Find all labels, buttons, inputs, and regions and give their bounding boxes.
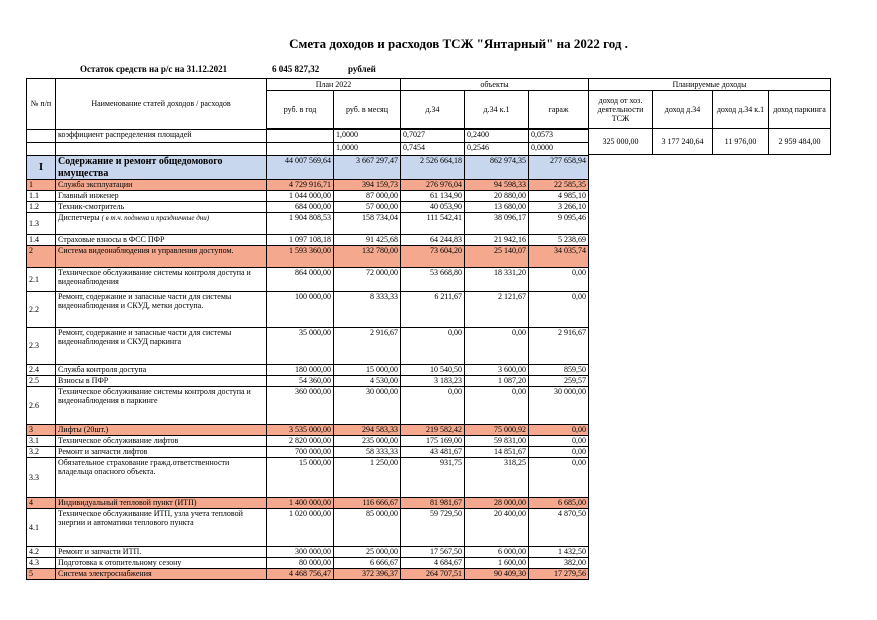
row-value: 30 000,00 <box>529 387 589 425</box>
row-value: 20 880,00 <box>465 191 529 202</box>
row-value: 0,00 <box>465 387 529 425</box>
row-name: Лифты (20шт.) <box>56 425 267 436</box>
section-row <box>27 246 589 268</box>
section-row <box>27 156 589 180</box>
row-note: ( в т.ч. подмена и праздничные дни) <box>101 214 210 222</box>
income-table <box>588 78 831 155</box>
row-number: 1.4 <box>27 235 56 246</box>
income-col-header: доход паркинга <box>769 91 831 129</box>
row-number: 5 <box>27 569 56 580</box>
row-name: Техническое обслуживание лифтов <box>56 436 267 447</box>
row-value: 85 000,00 <box>334 509 401 547</box>
balance-label: Остаток средств на р/с на 31.12.2021 <box>80 64 228 74</box>
row-value: 25 140,07 <box>465 246 529 268</box>
row-value: 0,00 <box>529 436 589 447</box>
row-value: 1 044 000,00 <box>267 191 334 202</box>
row-number: 2.6 <box>27 387 56 425</box>
row-number: I <box>27 156 56 180</box>
row-value: 1 087,20 <box>465 376 529 387</box>
row-value: 318,25 <box>465 458 529 498</box>
row-value: 0,00 <box>401 387 465 425</box>
row-value: 17 567,50 <box>401 547 465 558</box>
coef-cell: 0,0000 <box>529 143 589 156</box>
row-value: 72 000,00 <box>334 268 401 292</box>
income-title: Планируемые доходы <box>589 79 831 91</box>
row-value: 300 000,00 <box>267 547 334 558</box>
income-value: 3 177 240,64 <box>653 129 713 155</box>
row-value: 6 666,67 <box>334 558 401 569</box>
section-row <box>27 569 589 580</box>
header-per-year: руб. в год <box>267 91 334 129</box>
header-plan: План 2022 <box>267 79 401 91</box>
row-value: 3 266,10 <box>529 202 589 213</box>
row-value: 43 481,67 <box>401 447 465 458</box>
row-value: 372 396,37 <box>334 569 401 580</box>
header-obj-2: д.34 к.1 <box>465 91 529 129</box>
row-value: 2 121,67 <box>465 292 529 328</box>
row-value: 0,00 <box>529 425 589 436</box>
row-value: 6 211,67 <box>401 292 465 328</box>
row-value: 4 684,67 <box>401 558 465 569</box>
balance-unit: рублей <box>348 64 376 74</box>
row-name: Система электроснабжения <box>56 569 267 580</box>
row-value: 80 000,00 <box>267 558 334 569</box>
row-value: 8 333,33 <box>334 292 401 328</box>
page-title: Смета доходов и расходов ТСЖ "Янтарный" на 2022 год . <box>289 36 628 51</box>
row-value: 5 238,69 <box>529 235 589 246</box>
row-number: 2.2 <box>27 292 56 328</box>
table-row <box>27 387 589 425</box>
row-name: Индивидуальный тепловой пункт (ИТП) <box>56 498 267 509</box>
budget-table <box>26 78 589 580</box>
row-value: 859,50 <box>529 365 589 376</box>
coef-cell: 0,2400 <box>465 130 529 143</box>
header-name: Наименование статей доходов / расходов <box>56 79 267 130</box>
row-value: 9 095,46 <box>529 213 589 235</box>
row-value: 0,00 <box>529 447 589 458</box>
section-row <box>27 498 589 509</box>
row-value: 0,00 <box>401 328 465 365</box>
row-value: 360 000,00 <box>267 387 334 425</box>
row-value: 2 820 000,00 <box>267 436 334 447</box>
row-name: Служба эксплуатации <box>56 180 267 191</box>
row-value: 294 583,33 <box>334 425 401 436</box>
balance-value: 6 045 827,32 <box>272 64 320 74</box>
row-value: 53 668,80 <box>401 268 465 292</box>
row-value: 25 000,00 <box>334 547 401 558</box>
row-name: Техническое обслуживание системы контроля доступа и видеонаблюдения <box>56 268 267 292</box>
row-value: 0,00 <box>529 458 589 498</box>
table-row <box>27 292 589 328</box>
row-value: 20 400,00 <box>465 509 529 547</box>
table-row <box>27 547 589 558</box>
row-value: 91 425,68 <box>334 235 401 246</box>
row-value: 235 000,00 <box>334 436 401 447</box>
row-value: 264 707,51 <box>401 569 465 580</box>
row-value: 22 585,35 <box>529 180 589 191</box>
row-value: 58 333,33 <box>334 447 401 458</box>
row-name: Взносы в ПФР <box>56 376 267 387</box>
row-number: 4.3 <box>27 558 56 569</box>
row-name: Служба контроля доступа <box>56 365 267 376</box>
row-value: 1 020 000,00 <box>267 509 334 547</box>
row-value: 21 942,16 <box>465 235 529 246</box>
row-value: 1 904 808,53 <box>267 213 334 235</box>
row-number: 2.3 <box>27 328 56 365</box>
row-name: Техник-смотритель <box>56 202 267 213</box>
row-name: Ремонт, содержание и запасные части для системы видеонаблюдения и СКУД, метки доступа. <box>56 292 267 328</box>
row-value: 2 526 664,18 <box>401 156 465 180</box>
header-obj-3: гараж <box>529 91 589 129</box>
coef-cell: 0,7454 <box>401 143 465 156</box>
row-value: 94 598,33 <box>465 180 529 191</box>
row-value: 2 916,67 <box>529 328 589 365</box>
coef-cell: 1,0000 <box>334 130 401 143</box>
row-value: 64 244,83 <box>401 235 465 246</box>
row-value: 276 976,04 <box>401 180 465 191</box>
row-value: 684 000,00 <box>267 202 334 213</box>
income-col-header: доход от хоз. деятельности ТСЖ <box>589 91 653 129</box>
income-col-header: доход д.34 к.1 <box>713 91 769 129</box>
row-value: 158 734,04 <box>334 213 401 235</box>
row-value: 382,00 <box>529 558 589 569</box>
row-number: 3.3 <box>27 458 56 498</box>
row-number: 4 <box>27 498 56 509</box>
row-number: 3.1 <box>27 436 56 447</box>
row-value: 4 870,50 <box>529 509 589 547</box>
row-value: 4 729 916,71 <box>267 180 334 191</box>
row-value: 259,57 <box>529 376 589 387</box>
row-value: 30 000,00 <box>334 387 401 425</box>
table-row <box>27 235 589 246</box>
row-value: 81 981,67 <box>401 498 465 509</box>
table-row <box>27 191 589 202</box>
table-row <box>27 268 589 292</box>
row-name <box>56 213 267 235</box>
row-value: 59 729,50 <box>401 509 465 547</box>
row-value: 73 604,20 <box>401 246 465 268</box>
row-number: 2.1 <box>27 268 56 292</box>
table-row <box>27 365 589 376</box>
section-row <box>27 425 589 436</box>
row-number: 1.1 <box>27 191 56 202</box>
row-name: Подготовка к отопительному сезону <box>56 558 267 569</box>
row-number: 2 <box>27 246 56 268</box>
income-value: 11 976,00 <box>713 129 769 155</box>
row-value: 1 432,50 <box>529 547 589 558</box>
row-name: Страховые взносы в ФСС ПФР <box>56 235 267 246</box>
income-col-header: доход д.34 <box>653 91 713 129</box>
row-number: 3.2 <box>27 447 56 458</box>
row-number: 1 <box>27 180 56 191</box>
table-row <box>27 202 589 213</box>
table-row <box>27 328 589 365</box>
income-value: 2 959 484,00 <box>769 129 831 155</box>
row-name: Главный инженер <box>56 191 267 202</box>
row-name: Ремонт и запчасти лифтов <box>56 447 267 458</box>
row-name: Содержание и ремонт общедомового имущества <box>56 156 267 180</box>
coef-label: коэффициент распределения площадей <box>56 130 267 143</box>
row-number: 2.4 <box>27 365 56 376</box>
row-value: 28 000,00 <box>465 498 529 509</box>
row-number: 2.5 <box>27 376 56 387</box>
income-value: 325 000,00 <box>589 129 653 155</box>
row-value: 1 097 108,18 <box>267 235 334 246</box>
row-value: 1 600,00 <box>465 558 529 569</box>
row-value: 931,75 <box>401 458 465 498</box>
table-row <box>27 213 589 235</box>
row-value: 3 183,23 <box>401 376 465 387</box>
row-value: 18 331,20 <box>465 268 529 292</box>
row-value: 1 593 360,00 <box>267 246 334 268</box>
row-value: 1 250,00 <box>334 458 401 498</box>
row-value: 13 680,00 <box>465 202 529 213</box>
row-name: Ремонт и запчасти ИТП. <box>56 547 267 558</box>
row-value: 864 000,00 <box>267 268 334 292</box>
header-objects: объекты <box>401 79 589 91</box>
row-value: 1 400 000,00 <box>267 498 334 509</box>
row-value: 100 000,00 <box>267 292 334 328</box>
coef-cell: 0,7027 <box>401 130 465 143</box>
row-value: 2 916,67 <box>334 328 401 365</box>
row-value: 17 279,56 <box>529 569 589 580</box>
row-value: 54 360,00 <box>267 376 334 387</box>
row-value: 180 000,00 <box>267 365 334 376</box>
row-number: 4.1 <box>27 509 56 547</box>
row-value: 111 542,41 <box>401 213 465 235</box>
row-value: 35 000,00 <box>267 328 334 365</box>
row-name: Техническое обслуживание системы контроля доступа и видеонаблюдения в паркинге <box>56 387 267 425</box>
row-value: 90 409,30 <box>465 569 529 580</box>
row-value: 38 096,17 <box>465 213 529 235</box>
row-value: 4 530,00 <box>334 376 401 387</box>
header-obj-1: д.34 <box>401 91 465 129</box>
row-value: 0,00 <box>529 268 589 292</box>
row-value: 219 582,42 <box>401 425 465 436</box>
row-value: 6 685,00 <box>529 498 589 509</box>
row-value: 61 134,90 <box>401 191 465 202</box>
row-name: Ремонт, содержание и запасные части для системы видеонаблюдения и СКУД паркинга <box>56 328 267 365</box>
row-value: 3 600,00 <box>465 365 529 376</box>
table-row <box>27 458 589 498</box>
table-row <box>27 436 589 447</box>
row-value: 57 000,00 <box>334 202 401 213</box>
row-name: Обязательное страхование гражд.ответственности владельца опасного объекта. <box>56 458 267 498</box>
row-value: 4 985,10 <box>529 191 589 202</box>
coef-cell: 0,2546 <box>465 143 529 156</box>
row-value: 34 035,74 <box>529 246 589 268</box>
row-name-text: Диспетчеры <box>58 213 100 222</box>
row-name: Техническое обслуживание ИТП, узла учета тепловой энергии и автоматики теплового пункта <box>56 509 267 547</box>
row-value: 132 780,00 <box>334 246 401 268</box>
row-value: 14 851,67 <box>465 447 529 458</box>
table-row <box>27 447 589 458</box>
coef-cell: 1,0000 <box>334 143 401 156</box>
row-value: 116 666,67 <box>334 498 401 509</box>
row-value: 0,00 <box>465 328 529 365</box>
row-value: 3 667 297,47 <box>334 156 401 180</box>
table-row <box>27 509 589 547</box>
coef-cell: 0,0573 <box>529 130 589 143</box>
row-value: 175 169,00 <box>401 436 465 447</box>
row-number: 1.2 <box>27 202 56 213</box>
row-value: 15 000,00 <box>334 365 401 376</box>
row-value: 277 658,94 <box>529 156 589 180</box>
row-value: 6 000,00 <box>465 547 529 558</box>
row-number: 1.3 <box>27 213 56 235</box>
row-value: 0,00 <box>529 292 589 328</box>
row-value: 75 000,92 <box>465 425 529 436</box>
row-number: 3 <box>27 425 56 436</box>
row-value: 862 974,35 <box>465 156 529 180</box>
header-num: № п/п <box>27 79 56 130</box>
row-value: 44 007 569,64 <box>267 156 334 180</box>
row-value: 700 000,00 <box>267 447 334 458</box>
row-value: 3 535 000,00 <box>267 425 334 436</box>
row-name: Система видеонаблюдения и управления доступом. <box>56 246 267 268</box>
row-value: 10 540,50 <box>401 365 465 376</box>
row-value: 40 053,90 <box>401 202 465 213</box>
section-row <box>27 180 589 191</box>
header-per-month: руб. в месяц <box>334 91 401 129</box>
row-value: 59 831,00 <box>465 436 529 447</box>
row-number: 4.2 <box>27 547 56 558</box>
table-row <box>27 376 589 387</box>
row-value: 15 000,00 <box>267 458 334 498</box>
row-value: 4 468 756,47 <box>267 569 334 580</box>
table-row <box>27 558 589 569</box>
row-value: 394 159,73 <box>334 180 401 191</box>
row-value: 87 000,00 <box>334 191 401 202</box>
